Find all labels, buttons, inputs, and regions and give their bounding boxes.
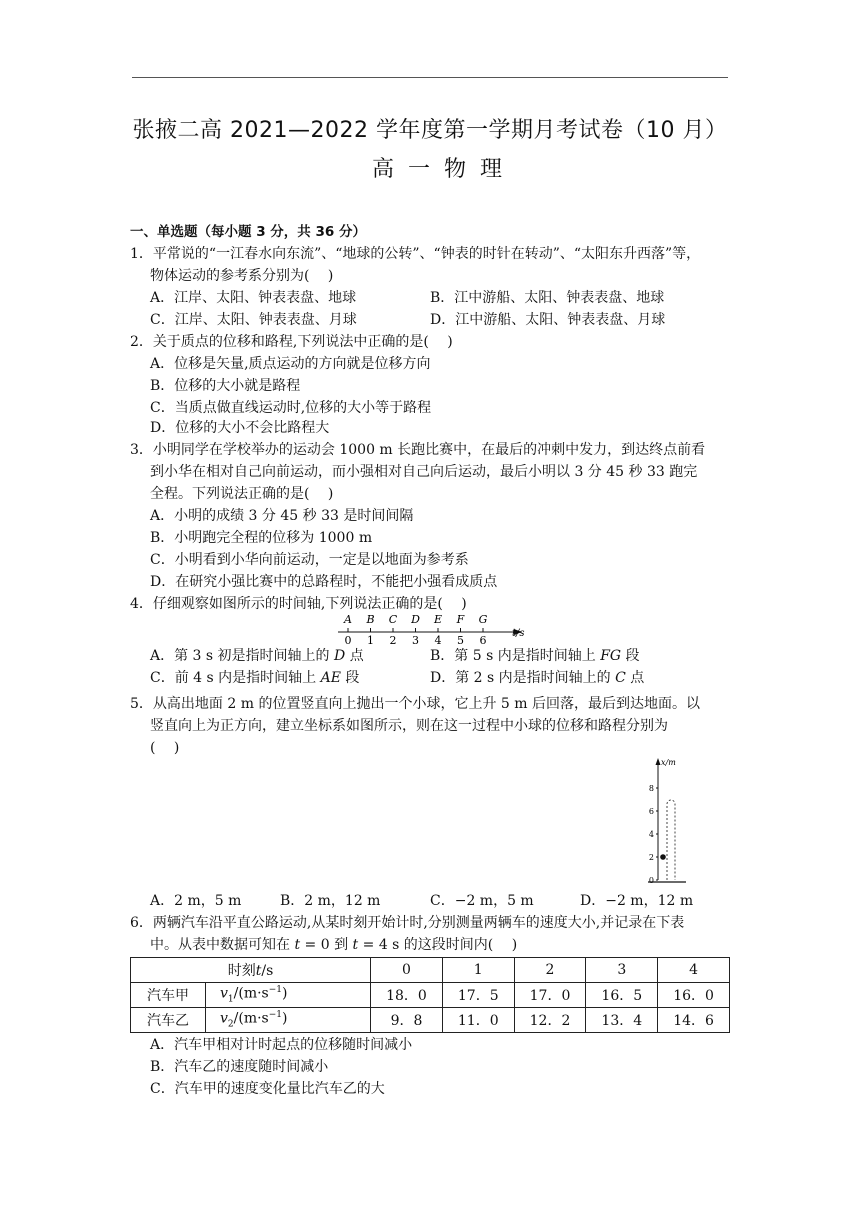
- table-header-label: 时刻t/s: [131, 958, 371, 983]
- q5-option-a: A．2 m，5 m: [150, 893, 242, 909]
- table-cell: 16．0: [658, 983, 730, 1008]
- q5-stem-line1: 5．从高出地面 2 m 的位置竖直向上抛出一个小球，它上升 5 m 后回落，最后到达地面。以: [130, 696, 700, 712]
- section-heading: 一、单选题（每小题 3 分，共 36 分）: [130, 224, 366, 240]
- q1-option-b: B．江中游船、太阳、钟表表盘、地球: [430, 290, 665, 306]
- q6-option-c: C．汽车甲的速度变化量比汽车乙的大: [150, 1081, 385, 1097]
- exam-title: 张掖二高 2021—2022 学年度第一学期月考试卷（10 月）: [132, 118, 728, 143]
- car-b-unit: $v_2/(m\cdot s^{-1})$: [206, 1008, 371, 1033]
- table-cell: 16．5: [586, 983, 658, 1008]
- time-axis-number: 5: [457, 634, 464, 646]
- q4-option-d: D．第 2 s 内是指时间轴上的 C 点: [430, 670, 645, 686]
- q2-option-d: D．位移的大小不会比路程大: [150, 420, 330, 436]
- q6-option-b: B．汽车乙的速度随时间减小: [150, 1059, 329, 1075]
- q1-option-d: D．江中游船、太阳、钟表表盘、月球: [430, 312, 666, 328]
- q3-stem-line1: 3．小明同学在学校举办的运动会 1000 m 长跑比赛中，在最后的冲刺中发力，到达终点前看: [130, 442, 706, 458]
- time-axis-letter: B: [366, 613, 375, 626]
- time-axis-letter: E: [433, 613, 443, 626]
- car-b-label: 汽车乙: [131, 1008, 206, 1033]
- time-axis-letter: A: [344, 613, 352, 626]
- x-axis-tick-label: 8: [648, 784, 654, 793]
- q3-option-c: C．小明看到小华向前运动，一定是以地面为参考系: [150, 552, 469, 568]
- time-axis-letter: C: [388, 613, 398, 626]
- q4-option-a: A．第 3 s 初是指时间轴上的 D 点: [150, 648, 364, 664]
- q2-stem: 2．关于质点的位移和路程,下列说法中正确的是( ): [130, 334, 453, 350]
- time-axis-number: 6: [479, 634, 487, 646]
- table-time-cell: 3: [586, 958, 658, 983]
- x-axis-label: x/m: [661, 758, 676, 767]
- time-axis-number: 3: [412, 634, 419, 646]
- q2-option-c: C．当质点做直线运动时,位移的大小等于路程: [150, 400, 432, 416]
- q3-stem-line3: 全程。下列说法正确的是( ): [150, 486, 334, 502]
- speed-table: [130, 957, 730, 1033]
- q5-option-d: D．−2 m，12 m: [580, 893, 694, 909]
- q6-stem-line1: 6．两辆汽车沿平直公路运动,从某时刻开始计时,分别测量两辆车的速度大小,并记录在下表: [130, 915, 685, 931]
- x-axis-tick-label: 6: [648, 807, 654, 816]
- q4-option-c: C．前 4 s 内是指时间轴上 AE 段: [150, 670, 360, 686]
- car-a-unit: $v_1/(m\cdot s^{-1})$: [206, 983, 371, 1008]
- trajectory-figure: [640, 756, 696, 886]
- q5-option-b: B．2 m，12 m: [280, 893, 381, 909]
- q2-option-b: B．位移的大小就是路程: [150, 378, 301, 394]
- table-cell: 11．0: [442, 1008, 514, 1033]
- table-header-row: [131, 958, 730, 983]
- q5-option-c: C．−2 m，5 m: [430, 893, 534, 909]
- q4-stem: 4．仔细观察如图所示的时间轴,下列说法正确的是( ): [130, 596, 467, 612]
- q1-stem-line1: 1．平常说的“一江春水向东流”、“地球的公转”、“钟表的时针在转动”、“太阳东升西落”等，: [130, 246, 701, 262]
- exam-subject: 高一物理: [371, 157, 516, 182]
- time-axis-unit: t/s: [512, 628, 525, 639]
- q1-stem-line2: 物体运动的参考系分别为( ): [150, 268, 334, 284]
- q3-option-b: B．小明跑完全程的位移为 1000 m: [150, 530, 373, 546]
- table-row: [131, 983, 730, 1008]
- header-rule: [132, 77, 728, 78]
- q3-option-a: A．小明的成绩 3 分 45 秒 33 是时间间隔: [150, 508, 414, 524]
- ball-icon: [660, 854, 666, 860]
- table-cell: 18．0: [371, 983, 443, 1008]
- table-cell: 12．2: [514, 1008, 586, 1033]
- x-axis-tick-label: 4: [648, 830, 654, 839]
- table-cell: 17．5: [442, 983, 514, 1008]
- q5-stem-line2: 竖直向上为正方向，建立坐标系如图所示，则在这一过程中小球的位移和路程分别为: [150, 718, 668, 734]
- q5-stem-line3: ( ): [150, 740, 180, 756]
- time-axis-number: 2: [389, 634, 397, 646]
- table-cell: 14．6: [658, 1008, 730, 1033]
- time-axis-letter: F: [456, 613, 465, 626]
- table-time-cell: 2: [514, 958, 586, 983]
- time-axis-figure: [336, 612, 532, 646]
- time-axis-letter: G: [478, 613, 488, 626]
- time-axis-letter: D: [411, 613, 420, 626]
- table-time-cell: 1: [442, 958, 514, 983]
- q3-stem-line2: 到小华在相对自己向前运动，而小强相对自己向后运动，最后小明以 3 分 45 秒 33 跑完: [150, 464, 698, 480]
- table-row: [131, 1008, 730, 1033]
- q1-option-c: C．江岸、太阳、钟表表盘、月球: [150, 312, 357, 328]
- q1-option-a: A．江岸、太阳、钟表表盘、地球: [150, 290, 357, 306]
- table-cell: 13．4: [586, 1008, 658, 1033]
- trajectory-path: [667, 800, 675, 880]
- time-axis-number: 4: [434, 634, 442, 646]
- x-axis-arrow: [656, 758, 661, 765]
- q6-option-a: A．汽车甲相对计时起点的位移随时间减小: [150, 1037, 413, 1053]
- x-axis-tick-label: 0: [648, 876, 654, 885]
- q4-option-b: B．第 5 s 内是指时间轴上 FG 段: [430, 648, 640, 664]
- table-time-cell: 4: [658, 958, 730, 983]
- time-axis-number: 1: [367, 634, 374, 646]
- car-a-label: 汽车甲: [131, 983, 206, 1008]
- x-axis-tick-label: 2: [648, 853, 654, 862]
- q2-option-a: A．位移是矢量,质点运动的方向就是位移方向: [150, 356, 431, 372]
- q3-option-d: D．在研究小强比赛中的总路程时，不能把小强看成质点: [150, 574, 498, 590]
- table-time-cell: 0: [371, 958, 443, 983]
- q6-stem-line2: 中。从表中数据可知在 t = 0 到 t = 4 s 的这段时间内( ): [150, 937, 518, 953]
- time-axis-number: 0: [344, 634, 352, 646]
- table-cell: 9．8: [371, 1008, 443, 1033]
- table-cell: 17．0: [514, 983, 586, 1008]
